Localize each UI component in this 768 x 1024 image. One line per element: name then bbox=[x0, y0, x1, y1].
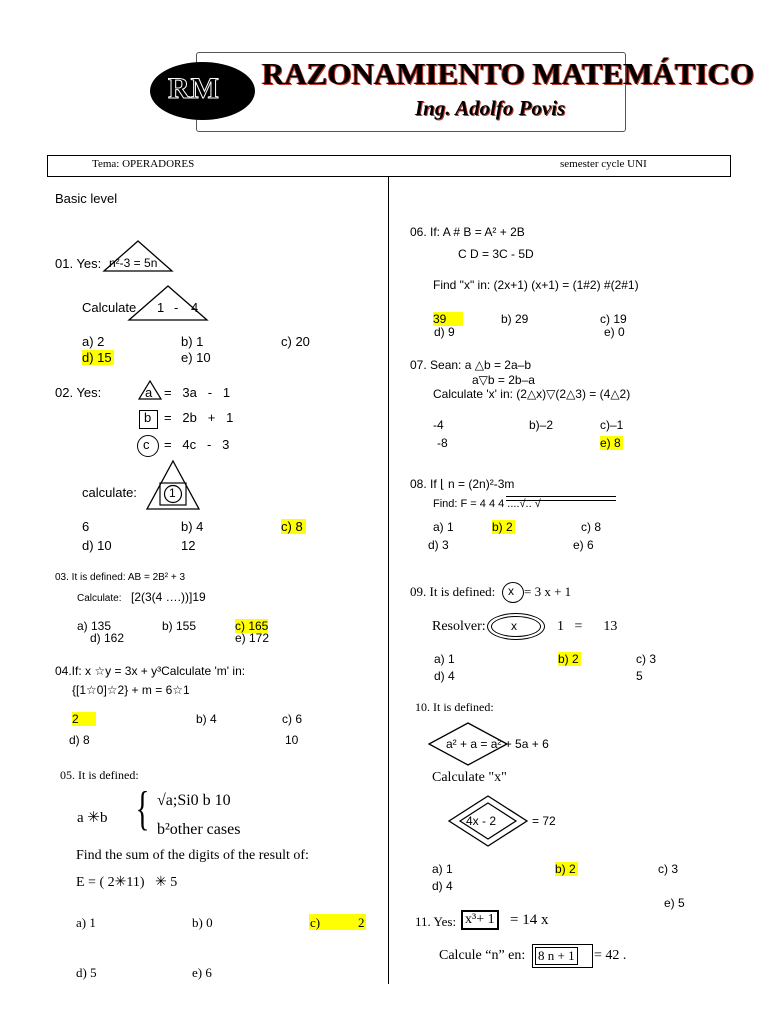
q02-stem: 02. Yes: bbox=[55, 385, 102, 400]
q08-stem: 08. If ⌊ n = (2n)²-3m bbox=[410, 477, 515, 491]
q05-lhs: a ✳b bbox=[77, 810, 108, 826]
q07-line2: a▽b = 2b–a bbox=[472, 373, 535, 387]
level-label: Basic level bbox=[55, 191, 118, 206]
option-c: c) 3 bbox=[636, 652, 657, 666]
option-d: d) 9 bbox=[434, 325, 455, 339]
option-b: b) 2 bbox=[555, 862, 576, 876]
option-a: a) 1 bbox=[432, 862, 453, 876]
q02-rhs-b: = 2b + 1 bbox=[164, 410, 234, 425]
q11-box2: 8 n + 1 bbox=[535, 947, 578, 965]
q11-rhs2: = 42 . bbox=[594, 948, 627, 963]
logo-ellipse bbox=[150, 62, 255, 120]
q09-solve-rhs: 1 = 13 bbox=[557, 619, 618, 634]
option-c: c) 20 bbox=[281, 334, 310, 349]
logo-text: RM bbox=[168, 72, 220, 105]
option-a: a) 1 bbox=[434, 652, 455, 666]
option-c: c) 6 bbox=[282, 712, 303, 726]
option-a: -4 bbox=[433, 418, 444, 432]
option-c: c)–1 bbox=[600, 418, 624, 432]
option-b: b) 2 bbox=[558, 652, 579, 666]
option-e: e) 172 bbox=[235, 631, 270, 645]
option-e: 10 bbox=[285, 733, 299, 747]
q03-expr: [2(3(4 ….))]19 bbox=[131, 590, 206, 604]
q10-def: a² + a = a² + 5a + 6 bbox=[446, 737, 549, 751]
option-e: e) 5 bbox=[664, 896, 685, 910]
header-title: RAZONAMIENTO MATEMÁTICO bbox=[262, 56, 755, 91]
option-d: d) 4 bbox=[434, 669, 455, 683]
option-c: c) 3 bbox=[658, 862, 679, 876]
q02-rhs-c: = 4c - 3 bbox=[164, 437, 230, 452]
q02-sym-b: b bbox=[144, 410, 152, 425]
option-a: a) 1 bbox=[433, 520, 454, 534]
q07-calc: Calculate 'x' in: (2△x)▽(2△3) = (4△2) bbox=[433, 387, 631, 401]
option-c: c) 8 bbox=[281, 519, 306, 534]
q11-calc: Calcule “n” en: bbox=[439, 948, 526, 963]
option-d: d) 15 bbox=[82, 350, 112, 365]
option-d: -8 bbox=[437, 436, 448, 450]
q11-box: x³+ 1 bbox=[461, 910, 499, 930]
option-b: b) 2 bbox=[492, 520, 513, 534]
option-e: 5 bbox=[636, 669, 643, 683]
option-e: e) 6 bbox=[192, 965, 212, 980]
q09-stem: 09. It is defined: bbox=[410, 584, 496, 599]
q10-calc: Calculate "x" bbox=[432, 770, 507, 785]
q09-def-rhs: = 3 x + 1 bbox=[524, 584, 572, 599]
option-c: c) 19 bbox=[600, 312, 627, 326]
q01-stem: 01. Yes: bbox=[55, 256, 102, 271]
q05-expr-right: ✳ 5 bbox=[155, 875, 178, 890]
option-a: 6 bbox=[82, 519, 90, 534]
q11-rhs: = 14 x bbox=[510, 912, 549, 928]
q05-stem: 05. It is defined: bbox=[60, 768, 139, 782]
option-b: b) 4 bbox=[181, 519, 204, 534]
option-b: b)–2 bbox=[529, 418, 554, 432]
nested-shape bbox=[146, 460, 200, 510]
option-c: c) 8 bbox=[581, 520, 602, 534]
option-b: b) 155 bbox=[162, 619, 197, 633]
q01-calc: Calculate bbox=[82, 300, 137, 315]
q11-stem: 11. Yes: bbox=[415, 914, 457, 929]
q02-rhs-a: = 3a - 1 bbox=[164, 385, 231, 400]
option-d: d) 10 bbox=[82, 538, 112, 553]
option-d: d) 5 bbox=[76, 965, 97, 980]
q09-solve-sym: x bbox=[511, 619, 517, 633]
option-a: a) 1 bbox=[76, 915, 96, 930]
q10-inner: 4x - 2 bbox=[466, 814, 497, 828]
option-e: e) 6 bbox=[573, 538, 594, 552]
q01-expr-b: 4 bbox=[191, 300, 199, 315]
option-d: d) 4 bbox=[432, 879, 453, 893]
option-d: d) 162 bbox=[90, 631, 125, 645]
q05-expr-left: E = ( 2✳11) bbox=[76, 875, 145, 890]
cycle-label: semester cycle UNI bbox=[560, 158, 647, 170]
q01-expr-op: - bbox=[174, 300, 179, 315]
q06-stem: 06. If: A # B = A² + 2B bbox=[410, 225, 525, 239]
q10-rhs: = 72 bbox=[532, 814, 556, 828]
q03-calc: Calculate: bbox=[77, 593, 122, 604]
option-e: 12 bbox=[181, 538, 196, 553]
header-subtitle: Ing. Adolfo Povis bbox=[415, 96, 566, 120]
option-b: b) 29 bbox=[501, 312, 529, 326]
column-divider bbox=[388, 176, 389, 984]
q04-expr: {[1☆0]☆2} + m = 6☆1 bbox=[72, 683, 190, 697]
q06-line2: C D = 3C - 5D bbox=[458, 247, 534, 261]
radical-bar bbox=[506, 496, 616, 501]
option-a: 2 bbox=[72, 712, 96, 726]
option-b: b) 4 bbox=[196, 712, 217, 726]
option-e: e) 10 bbox=[181, 350, 211, 365]
q08-find: Find: F = 4 4 4 ....√.. √ bbox=[433, 498, 541, 510]
option-d: d) 8 bbox=[69, 733, 90, 747]
q05-case2: b²other cases bbox=[157, 821, 241, 838]
q05-case1: √a;Si0 b 10 bbox=[157, 792, 231, 809]
option-b: b) 0 bbox=[192, 915, 213, 930]
option-b: b) 1 bbox=[181, 334, 204, 349]
option-a: a) 2 bbox=[82, 334, 105, 349]
q07-stem: 07. Sean: a △b = 2a–b bbox=[410, 358, 531, 372]
option-a: 39 bbox=[433, 312, 463, 326]
q01-def: n²-3 = 5n bbox=[109, 256, 158, 270]
option-e: e) 0 bbox=[604, 325, 625, 339]
q02-calc: calculate: bbox=[82, 485, 137, 500]
option-c: c) 165 bbox=[235, 619, 269, 633]
option-c: c) bbox=[310, 915, 321, 930]
option-c-value: 2 bbox=[358, 915, 365, 930]
q09-def-sym: x bbox=[508, 584, 514, 598]
q01-expr-a: 1 bbox=[157, 300, 165, 315]
q10-stem: 10. It is defined: bbox=[415, 700, 494, 714]
option-e: e) 8 bbox=[600, 436, 621, 450]
q06-find: Find "x" in: (2x+1) (x+1) = (1#2) #(2#1) bbox=[433, 278, 639, 292]
q05-find: Find the sum of the digits of the result of: bbox=[76, 848, 309, 863]
q09-solve: Resolver: bbox=[432, 619, 486, 634]
q02-sym-c: c bbox=[143, 437, 150, 452]
option-a: a) 135 bbox=[77, 619, 112, 633]
q02-inner: 1 bbox=[169, 486, 176, 500]
tema-label: Tema: OPERADORES bbox=[92, 158, 195, 170]
q03-stem: 03. It is defined: AB = 2B² + 3 bbox=[55, 572, 186, 583]
brace-icon: { bbox=[135, 782, 150, 835]
q02-sym-a: a bbox=[145, 385, 153, 400]
q04-stem: 04.If: x ☆y = 3x + y³Calculate 'm' in: bbox=[55, 664, 246, 678]
option-d: d) 3 bbox=[428, 538, 449, 552]
